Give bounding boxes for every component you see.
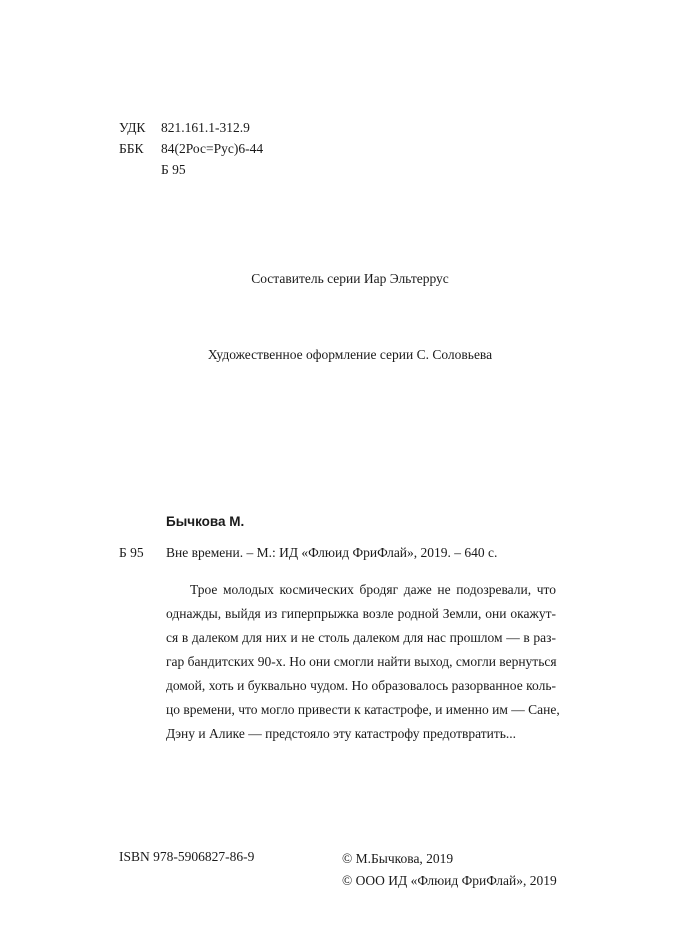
udk-row bbox=[119, 117, 263, 138]
series-design-credit: Художественное оформление серии С. Соловьева bbox=[207, 347, 493, 362]
annotation-line: ся в далеком для них и не столь далеком для нас прошлом — в раз- bbox=[166, 630, 556, 645]
annotation bbox=[166, 578, 560, 746]
series-compiler-credit: Составитель серии Иар Эльтеррус bbox=[251, 271, 449, 286]
annotation-line: Трое молодых космических бродяг даже не подозревали, что bbox=[190, 582, 556, 597]
annotation-line: домой, хоть и буквально чудом. Но образовалось разорванное коль- bbox=[166, 678, 556, 693]
bbk-row bbox=[119, 138, 263, 159]
copyright-author: © М.Бычкова, 2019 bbox=[342, 851, 454, 866]
copyright-publisher: © ООО ИД «Флюид ФриФлай», 2019 bbox=[342, 873, 557, 888]
author-mark-row bbox=[119, 159, 263, 180]
annotation-line: гар бандитских 90-х. Но они смогли найти выход, смогли вернуться bbox=[166, 654, 557, 669]
author-heading: Бычкова М. bbox=[166, 514, 245, 529]
bbk-value: 84(2Рос=Рус)6-44 bbox=[161, 141, 264, 156]
bibliographic-entry: Вне времени. – М.: ИД «Флюид ФриФлай», 2019. – 640 с. bbox=[166, 545, 498, 560]
udk-value: 821.161.1-312.9 bbox=[161, 120, 250, 135]
annotation-line: Дэну и Алике — предстояло эту катастрофу предотвратить... bbox=[166, 726, 517, 741]
bibliographic-code: Б 95 bbox=[119, 545, 144, 560]
classification-block bbox=[119, 117, 263, 180]
udk-label: УДК bbox=[119, 120, 146, 135]
copyright-block bbox=[342, 848, 557, 892]
annotation-line: цо времени, что могло привести к катастрофе, и именно им — Сане, bbox=[166, 702, 560, 717]
author-mark: Б 95 bbox=[161, 162, 186, 177]
annotation-line: однажды, выйдя из гиперпрыжка возле родной Земли, они окажут- bbox=[166, 606, 556, 621]
bbk-label: ББК bbox=[119, 141, 144, 156]
isbn: ISBN 978-5906827-86-9 bbox=[119, 849, 255, 864]
